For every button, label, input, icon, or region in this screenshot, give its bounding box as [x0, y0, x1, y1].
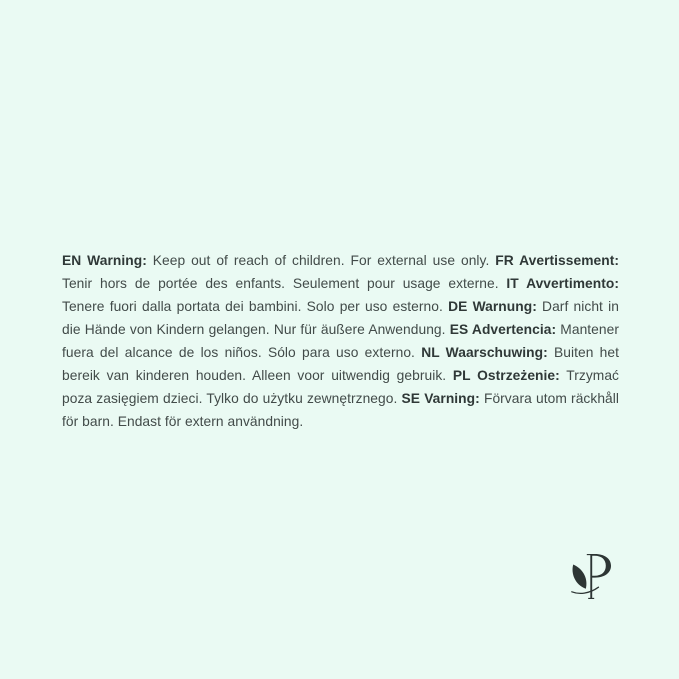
letter-p-bowl — [592, 554, 612, 578]
warning-language-label: EN Warning: — [62, 253, 147, 268]
warning-language-label: IT Avvertimento: — [506, 276, 619, 291]
warning-language-label: DE Warnung: — [448, 299, 537, 314]
warning-language-label: SE Varning: — [401, 391, 480, 406]
warning-language-label: NL Waarschuwing: — [421, 345, 548, 360]
letter-p-top-serif — [587, 554, 592, 555]
warning-language-label: FR Avertissement: — [495, 253, 620, 268]
leaf-icon — [573, 565, 587, 589]
warning-segment-de: DE Warnung: Darf nicht in die Hände von Kindern gelangen. Nur für äußere Anwendung. — [62, 299, 619, 337]
warning-segment-nl: NL Waarschuwing: Buiten het bereik van kinderen houden. Alleen voor uitwendig gebruik. — [62, 345, 619, 383]
leaf-p-monogram-icon — [570, 551, 614, 603]
letter-p-bottom-serif — [588, 598, 594, 599]
warning-language-label: ES Advertencia: — [449, 322, 557, 337]
warning-segment-fr: FR Avertissement: Tenir hors de portée des enfants. Seulement pour usage externe. — [62, 253, 620, 291]
warning-segment-en: EN Warning: Keep out of reach of children. For external use only. — [62, 253, 496, 268]
brand-logo — [570, 551, 614, 603]
warning-segment-pl: PL Ostrzeżenie: Trzymać poza zasięgiem dzieci. Tylko do użytku zewnętrznego. — [62, 368, 619, 406]
warning-segment-se: SE Varning: Förvara utom räckhåll för barn. Endast för extern användning. — [62, 391, 619, 429]
warning-segment-es: ES Advertencia: Mantener fuera del alcance de los niños. Sólo para uso externo. — [62, 322, 619, 360]
warnings-paragraph — [62, 249, 619, 433]
warning-segment-it: IT Avvertimento: Tenere fuori dalla portata dei bambini. Solo per uso esterno. — [62, 276, 619, 314]
warning-language-label: PL Ostrzeżenie: — [452, 368, 560, 383]
